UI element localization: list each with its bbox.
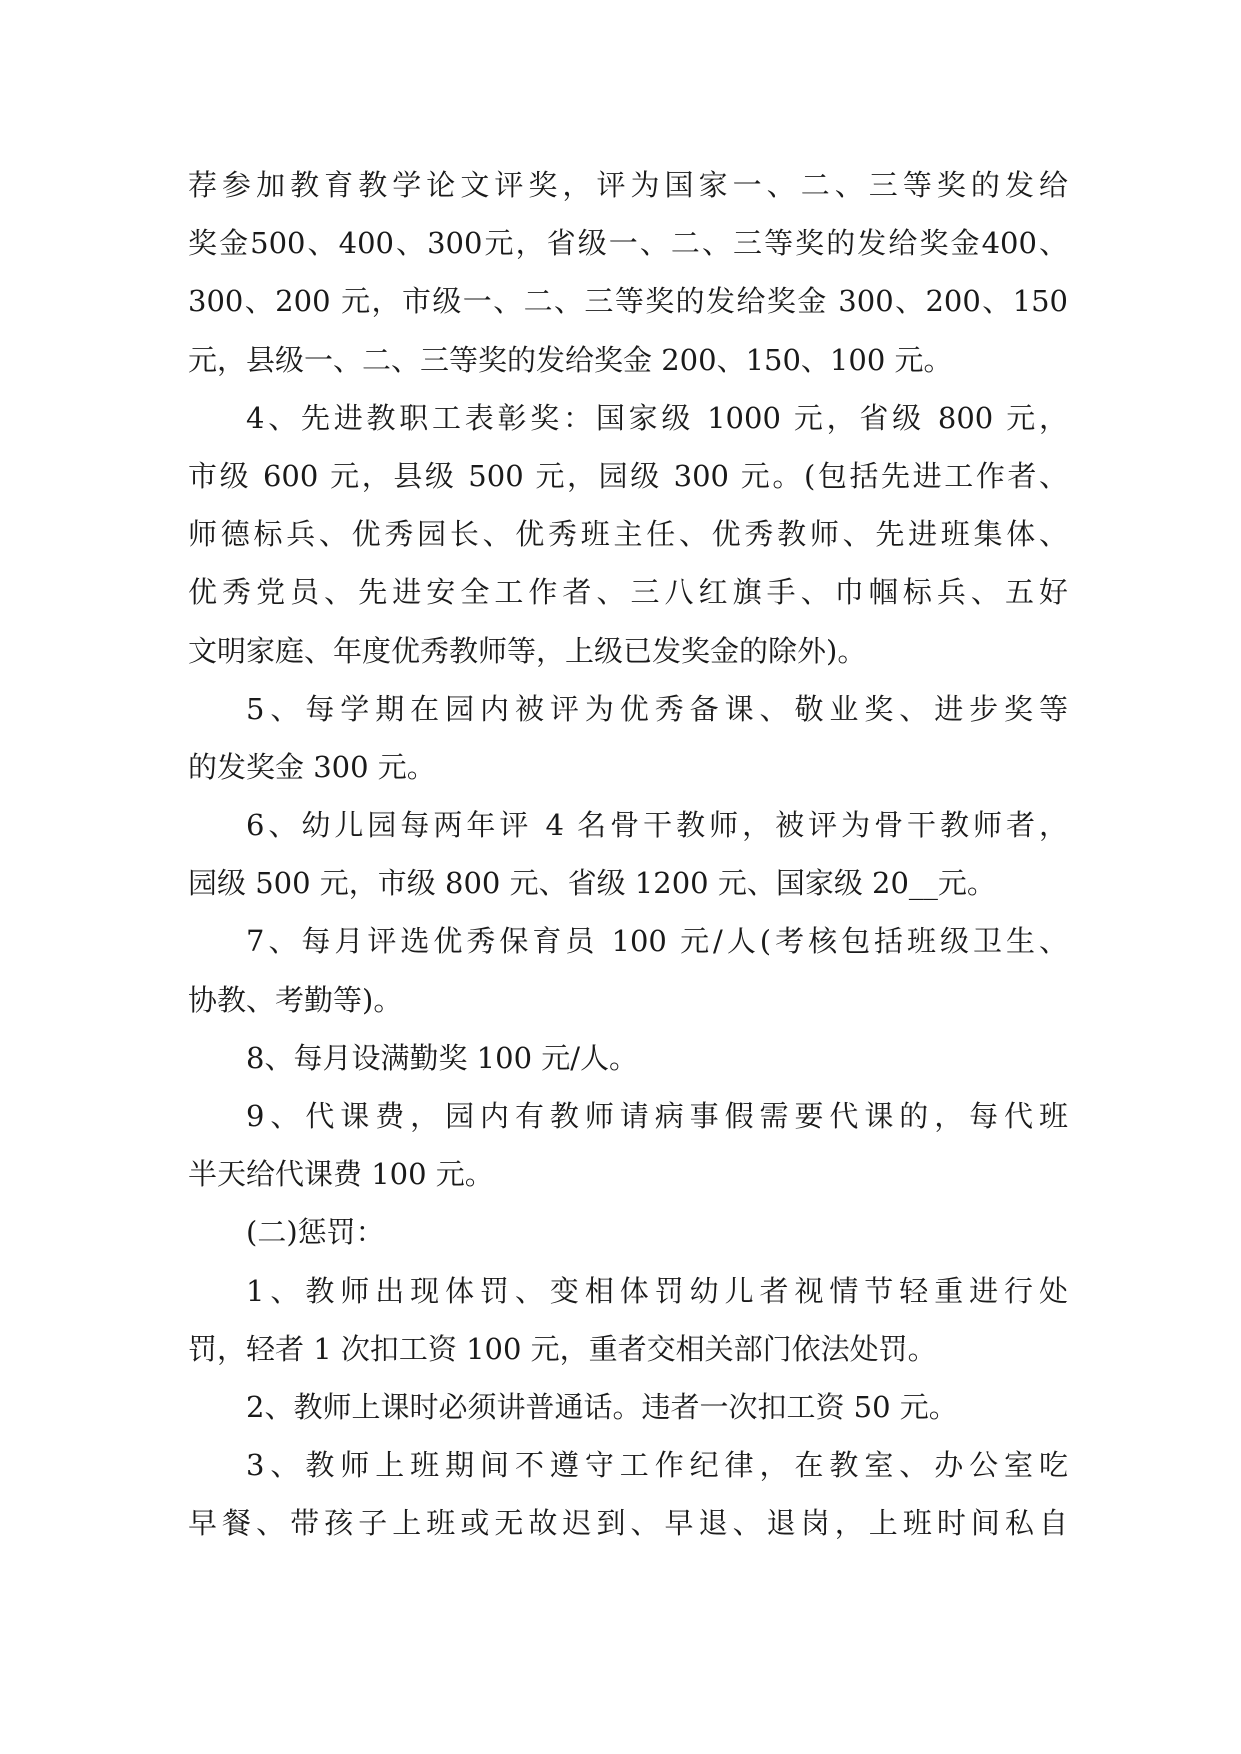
text-line: 9、代课费，园内有教师请病事假需要代课的，每代班 — [246, 1099, 1068, 1133]
text-line: 5、每学期在园内被评为优秀备课、敬业奖、进步奖等 — [246, 691, 1068, 726]
text-line: 6、幼儿园每两年评 4 名骨干教师，被评为骨干教师者， — [246, 808, 1068, 843]
text-line: 的发奖金 300 元。 — [188, 749, 436, 784]
text-line: 市级 600 元，县级 500 元，园级 300 元。(包括先进工作者、 — [188, 458, 1068, 493]
text-line: 8、每月设满勤奖 100 元/人。 — [246, 1040, 639, 1075]
text-line: 协教、考勤等)。 — [188, 982, 403, 1017]
text-line: 1、教师出现体罚、变相体罚幼儿者视情节轻重进行处 — [246, 1273, 1068, 1308]
text-line: 早餐、带孩子上班或无故迟到、早退、退岗，上班时间私自 — [188, 1506, 1068, 1541]
text-line: 7、每月评选优秀保育员 100 元/人(考核包括班级卫生、 — [246, 924, 1068, 959]
text-line: 元，县级一、二、三等奖的发给奖金 200、150、100 元。 — [188, 342, 953, 377]
text-line: 2、教师上课时必须讲普通话。违者一次扣工资 50 元。 — [246, 1389, 958, 1424]
text-line: 文明家庭、年度优秀教师等，上级已发奖金的除外)。 — [188, 633, 867, 668]
text-line: (二)惩罚： — [246, 1215, 385, 1250]
text-line: 罚，轻者 1 次扣工资 100 元，重者交相关部门依法处罚。 — [188, 1331, 937, 1366]
text-line: 师德标兵、优秀园长、优秀班主任、优秀教师、先进班集体、 — [188, 517, 1068, 552]
text-line: 300、200 元，市级一、二、三等奖的发给奖金 300、200、150 — [188, 284, 1068, 319]
text-line: 奖金500、400、300元，省级一、二、三等奖的发给奖金400、 — [188, 226, 1068, 261]
text-line: 3、教师上班期间不遵守工作纪律，在教室、办公室吃 — [246, 1448, 1068, 1483]
text-line: 优秀党员、先进安全工作者、三八红旗手、巾帼标兵、五好 — [188, 575, 1068, 610]
text-line: 4、先进教职工表彰奖：国家级 1000 元，省级 800 元， — [246, 400, 1068, 435]
text-line: 园级 500 元，市级 800 元、省级 1200 元、国家级 20__元。 — [188, 866, 996, 901]
text-line: 荐参加教育教学论文评奖，评为国家一、二、三等奖的发给 — [188, 168, 1068, 202]
text-line: 半天给代课费 100 元。 — [188, 1157, 494, 1192]
document-body-text — [188, 156, 1068, 1553]
